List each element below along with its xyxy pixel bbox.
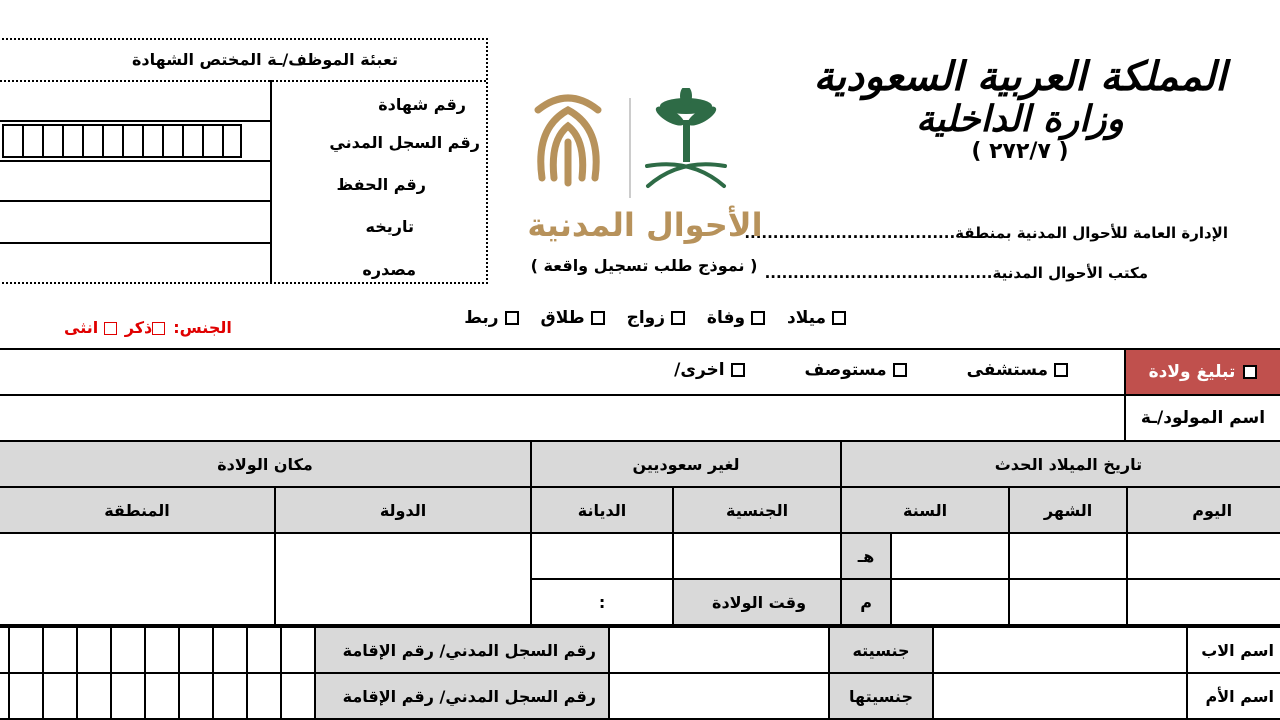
greg-year-cell[interactable] [891, 579, 1009, 625]
source-field[interactable] [0, 244, 270, 282]
checkbox-icon[interactable] [731, 363, 745, 377]
civil-registry-digit-boxes[interactable] [0, 120, 272, 160]
newborn-name-label: اسم المولود/ـة [1124, 396, 1280, 440]
region-cell[interactable] [0, 533, 275, 625]
gen-admin-label: الإدارة العامة للأحوال المدنية بمنطقة..................................... [744, 224, 1228, 242]
nationality-cell[interactable] [673, 533, 841, 579]
non-saudi-header: لغير سعوديين [531, 441, 841, 487]
greg-marker: م [841, 579, 891, 625]
gender-male-option[interactable]: ذكر [125, 318, 165, 337]
mother-name-field[interactable] [933, 673, 1187, 719]
employee-title: تعبئة الموظف/ـة المختص الشهادة [131, 50, 398, 69]
father-nationality-label: جنسيته [829, 627, 933, 673]
birth-notice-badge[interactable]: تبليغ ولادة [1124, 350, 1280, 394]
event-birth-option[interactable]: ميلاد [787, 308, 846, 328]
hijri-year-cell[interactable] [891, 533, 1009, 579]
cert-number-field[interactable] [0, 84, 270, 118]
birth-time-field[interactable] [531, 579, 673, 625]
mother-nationality-label: جنسيتها [829, 673, 933, 719]
checkbox-icon[interactable] [671, 311, 685, 325]
event-type-group [464, 308, 846, 328]
father-name-field[interactable] [933, 627, 1187, 673]
checkbox-icon[interactable] [1243, 365, 1257, 379]
archive-date-field[interactable] [0, 202, 270, 242]
country-cell[interactable] [275, 533, 531, 625]
birth-place-type-group [674, 360, 1068, 380]
event-link-option[interactable]: ربط [464, 308, 518, 328]
event-divorce-option[interactable]: طلاق [541, 308, 605, 328]
birth-time-label: وقت الولادة [673, 579, 841, 625]
checkbox-icon[interactable] [152, 322, 165, 335]
father-name-label: اسم الاب [1187, 627, 1280, 673]
birth-details-table [0, 440, 1280, 626]
employee-section [0, 38, 488, 284]
checkbox-icon[interactable] [591, 311, 605, 325]
birth-date-header: تاريخ الميلاد الحدث [841, 441, 1280, 487]
newborn-name-field[interactable] [0, 396, 1124, 440]
time-separator: : [598, 592, 606, 612]
logo-text: الأحوال المدنية [527, 206, 763, 244]
ministry-title: وزارة الداخلية [916, 98, 1124, 140]
place-clinic-option[interactable]: مستوصف [805, 360, 907, 380]
form-ref-code: ( ٢٧٢/٧ ) [971, 139, 1069, 164]
religion-cell[interactable] [531, 533, 673, 579]
checkbox-icon[interactable] [1054, 363, 1068, 377]
archive-number-field[interactable] [0, 162, 270, 200]
father-id-digit-boxes[interactable] [0, 627, 315, 673]
checkbox-icon[interactable] [893, 363, 907, 377]
checkbox-icon[interactable] [104, 322, 117, 335]
mother-name-label: اسم الأم [1187, 673, 1280, 719]
source-label: مصدره [362, 260, 416, 279]
day-header: اليوم [1127, 487, 1280, 533]
event-death-option[interactable]: وفاة [707, 308, 765, 328]
civil-registry-label: رقم السجل المدني [329, 133, 480, 152]
archive-date-label: تاريخه [365, 217, 414, 236]
greg-month-cell[interactable] [1009, 579, 1127, 625]
father-nationality-field[interactable] [609, 627, 829, 673]
checkbox-icon[interactable] [832, 311, 846, 325]
hijri-month-cell[interactable] [1009, 533, 1127, 579]
parents-table [0, 626, 1280, 720]
checkbox-icon[interactable] [751, 311, 765, 325]
religion-header: الديانة [531, 487, 673, 533]
mother-id-digit-boxes[interactable] [0, 673, 315, 719]
gender-female-option[interactable]: انثى [64, 318, 117, 337]
office-label: مكتب الأحوال المدنية........................................ [764, 264, 1148, 282]
civil-affairs-logo [520, 88, 770, 248]
mother-nationality-field[interactable] [609, 673, 829, 719]
hijri-marker: هـ [841, 533, 891, 579]
gender-label: الجنس: [173, 318, 232, 337]
region-header: المنطقة [0, 487, 275, 533]
place-hospital-option[interactable]: مستشفى [967, 360, 1068, 380]
gender-group [64, 318, 232, 337]
event-marriage-option[interactable]: زواج [627, 308, 685, 328]
father-id-label: رقم السجل المدني/ رقم الإقامة [315, 627, 609, 673]
archive-number-label: رقم الحفظ [336, 175, 426, 194]
ministry-header [800, 55, 1240, 165]
checkbox-icon[interactable] [505, 311, 519, 325]
month-header: الشهر [1009, 487, 1127, 533]
greg-day-cell[interactable] [1127, 579, 1280, 625]
year-header: السنة [841, 487, 1009, 533]
birth-place-header: مكان الولادة [0, 441, 531, 487]
country-header: الدولة [275, 487, 531, 533]
cert-number-label: رقم شهادة [378, 95, 466, 114]
place-other-option[interactable]: اخرى/ [674, 360, 744, 380]
kingdom-title: المملكة العربية السعودية [813, 53, 1227, 100]
mother-id-label: رقم السجل المدني/ رقم الإقامة [315, 673, 609, 719]
form-title: ( نموذج طلب تسجيل واقعة ) [530, 256, 758, 275]
nationality-header: الجنسية [673, 487, 841, 533]
hijri-day-cell[interactable] [1127, 533, 1280, 579]
